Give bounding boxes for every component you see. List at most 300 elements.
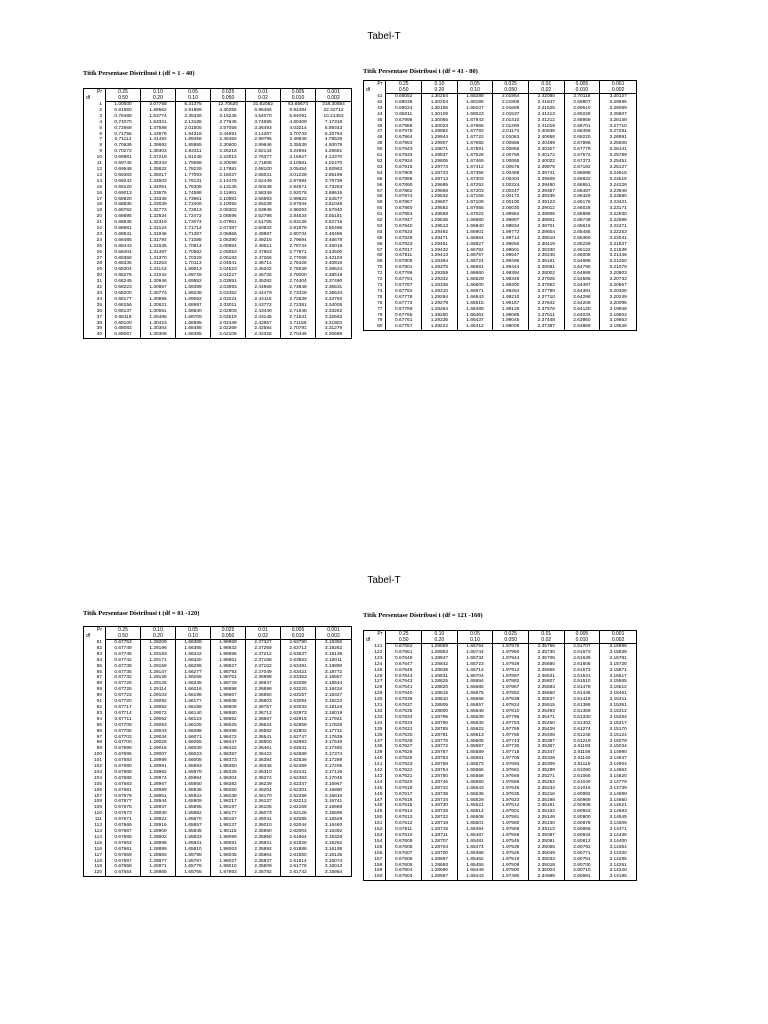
value-cell: 2.72839 [281,297,316,303]
value-cell: 1.66088 [176,729,211,735]
value-cell: 0.67953 [386,141,422,147]
value-cell: 1.88562 [141,108,176,114]
value-cell: 3.32563 [316,315,352,321]
alpha-header-cell: 0.50 [386,637,422,644]
df-cell: 74 [364,289,386,295]
value-cell: 0.69981 [106,155,141,161]
value-cell: 3.85198 [316,173,352,179]
value-cell: 0.67619 [386,786,422,792]
value-cell: 1.99444 [493,265,529,271]
value-cell: 1.29264 [422,307,458,313]
value-cell: 1.65657 [457,703,493,709]
value-cell: 0.67708 [106,723,141,729]
value-cell: 3.25451 [600,159,637,165]
df-cell: 1 [84,102,106,108]
value-cell: 1.28738 [422,792,458,798]
value-cell: 1.28871 [141,864,176,870]
value-cell: 1.71387 [176,232,211,238]
value-cell: 3.17045 [316,776,352,782]
value-cell: 3.74695 [246,120,281,126]
value-cell: 3.49948 [281,137,316,143]
value-cell: 1.66901 [457,230,493,236]
df-cell: 147 [364,798,386,804]
pr-header-cell: 0.001 [316,89,352,96]
value-cell: 0.67677 [106,799,141,805]
value-cell: 3.16262 [316,841,352,847]
value-cell: 1.97976 [493,644,529,650]
value-cell: 1.67065 [457,206,493,212]
alpha-header-cell: 0.050 [211,633,246,640]
value-cell: 1.67943 [457,118,493,124]
value-cell: 2.61359 [564,709,600,715]
value-cell: 2.36624 [246,723,281,729]
df-cell: 108 [84,799,106,805]
value-cell: 0.67611 [386,827,422,833]
value-cell: 2.37156 [246,658,281,664]
value-cell: 2.36073 [246,811,281,817]
value-cell: 2.38081 [528,265,564,271]
value-cell: 0.70272 [106,149,141,155]
value-cell: 1.72472 [176,214,211,220]
value-cell: 2.64120 [564,307,600,313]
value-cell: 1.98045 [211,853,246,859]
df-cell: 135 [364,727,386,733]
value-cell: 3.34005 [316,303,352,309]
value-cell: 3.14947 [600,756,637,762]
value-cell: 0.67669 [106,823,141,829]
value-cell: 1.29685 [422,183,458,189]
value-cell: 1.97783 [493,721,529,727]
value-cell: 2.62915 [281,717,316,723]
value-cell: 3.40816 [316,261,352,267]
value-cell: 2.83136 [281,220,316,226]
value-cell: 0.68177 [106,297,141,303]
value-cell: 3.78739 [316,179,352,185]
df-cell: 157 [364,857,386,863]
value-cell: 2.36204 [246,788,281,794]
value-cell: 3.17825 [316,723,352,729]
df-cell: 133 [364,715,386,721]
value-cell: 0.67705 [106,729,141,735]
value-cell: 2.61510 [564,679,600,685]
value-cell: 0.67801 [386,265,422,271]
value-cell: 2.38245 [528,253,564,259]
value-cell: 1.29773 [422,165,458,171]
value-cell: 3.18327 [316,693,352,699]
value-cell: 0.67614 [386,809,422,815]
value-cell: 2.61140 [564,756,600,762]
df-cell: 80 [364,324,386,330]
value-cell: 1.68595 [176,321,211,327]
value-cell: 0.67612 [386,821,422,827]
value-cell: 2.36422 [246,752,281,758]
value-cell: 3.16013 [316,864,352,870]
value-cell: 3.31279 [316,326,352,332]
value-cell: 1.65744 [457,650,493,656]
df-cell: 7 [84,137,106,143]
value-cell: 3.39624 [316,267,352,273]
pr-header-cell: 0.01 [528,81,564,88]
value-cell: 0.67693 [106,758,141,764]
value-cell: 2.36105 [246,805,281,811]
value-cell: 2.36239 [246,782,281,788]
pr-label: Pr [364,631,386,638]
value-cell: 1.65630 [457,721,493,727]
df-cell: 120 [84,870,106,876]
value-cell: 1.69389 [176,285,211,291]
value-cell: 3.46678 [316,238,352,244]
value-cell: 2.07387 [211,226,246,232]
value-cell: 0.68011 [386,112,422,118]
value-cell: 3.20733 [600,277,637,283]
value-cell: 63.65674 [281,102,316,108]
value-cell: 2.02108 [211,332,246,338]
value-cell: 0.68920 [106,197,141,203]
table-title: Titik Persentase Distribusi t (df = 121 -160) [363,612,483,619]
value-cell: 2.56693 [246,197,281,203]
value-cell: 2.39879 [528,165,564,171]
df-cell: 113 [84,829,106,835]
df-cell: 159 [364,868,386,874]
df-cell: 66 [364,242,386,248]
value-cell: 3.14364 [600,845,637,851]
value-cell: 3.35539 [281,143,316,149]
value-cell: 2.37102 [246,664,281,670]
value-cell: 1.30621 [141,303,176,309]
value-cell: 0.67811 [386,253,422,259]
value-cell: 2.37926 [528,277,564,283]
value-cell: 2.01669 [493,106,529,112]
value-cell: 9.92484 [281,108,316,114]
df-cell: 139 [364,750,386,756]
value-cell: 2.78744 [281,244,316,250]
df-cell: 119 [84,864,106,870]
value-cell: 1.28750 [422,774,458,780]
value-cell: 1.97897 [493,674,529,680]
pr-header-cell: 0.005 [281,627,316,634]
value-cell: 4.78529 [316,137,352,143]
df-cell: 97 [84,735,106,741]
value-cell: 0.67823 [386,242,422,248]
value-cell: 1.65909 [176,799,211,805]
value-cell: 2.35049 [528,851,564,857]
value-cell: 1.29582 [422,206,458,212]
value-cell: 1.28836 [422,668,458,674]
value-cell: 3.14583 [600,809,637,815]
value-cell: 3.22253 [600,230,637,236]
value-cell: 1.65666 [457,697,493,703]
value-cell: 1.28883 [141,853,176,859]
value-cell: 1.99897 [493,218,529,224]
value-cell: 3.17460 [316,746,352,752]
value-cell: 0.67679 [106,794,141,800]
value-cell: 1.53321 [141,120,176,126]
df-cell: 128 [364,685,386,691]
alpha-header-cell: 0.20 [141,633,176,640]
value-cell: 2.03452 [211,291,246,297]
value-cell: 2.68959 [564,118,600,124]
value-cell: 0.67765 [386,313,422,319]
value-cell: 2.35163 [528,809,564,815]
value-cell: 1.29007 [141,752,176,758]
value-cell: 2.60992 [564,792,600,798]
value-cell: 2.70446 [281,332,316,338]
value-cell: 1.98609 [211,705,246,711]
value-cell: 2.64686 [564,271,600,277]
value-cell: 1.99125 [493,307,529,313]
df-cell: 99 [84,746,106,752]
value-cell: 1.97743 [493,739,529,745]
value-cell: 2.62802 [281,729,316,735]
value-cell: 1.68288 [457,94,493,100]
value-cell: 3.19804 [600,313,637,319]
value-cell: 0.67791 [386,277,422,283]
value-cell: 2.39480 [528,183,564,189]
value-cell: 2.70791 [281,326,316,332]
value-cell: 1.66437 [457,318,493,324]
value-cell: 1.65566 [457,768,493,774]
value-cell: 2.13145 [211,185,246,191]
value-cell: 3.70743 [281,132,316,138]
df-cell: 71 [364,271,386,277]
value-cell: 1.98932 [211,646,246,652]
value-cell: 2.35864 [246,853,281,859]
value-cell: 2.62301 [281,788,316,794]
value-cell: 1.28937 [141,805,176,811]
value-cell: 0.67673 [106,811,141,817]
df-cell: 69 [364,259,386,265]
df-cell: 106 [84,788,106,794]
value-cell: 1.68195 [457,100,493,106]
value-cell: 2.36947 [246,681,281,687]
value-cell: 1.30423 [141,321,176,327]
df-cell: 126 [364,674,386,680]
value-cell: 1.29432 [422,248,458,254]
df-cell: 35 [84,303,106,309]
alpha-header-cell: 0.02 [528,87,564,94]
value-cell: 2.68220 [564,135,600,141]
value-cell: 2.61707 [564,644,600,650]
value-cell: 1.98580 [211,711,246,717]
value-cell: 3.21639 [600,248,637,254]
value-cell: 0.67675 [106,805,141,811]
value-cell: 1.29183 [141,652,176,658]
alpha-header-cell: 0.20 [141,95,176,102]
value-cell: 1.66827 [457,242,493,248]
df-cell: 4 [84,120,106,126]
value-cell: 2.38330 [528,248,564,254]
value-cell: 2.53948 [246,208,281,214]
value-cell: 1.70562 [176,250,211,256]
value-cell: 1.70329 [176,256,211,262]
value-cell: 1.28982 [141,770,176,776]
df-cell: 52 [364,159,386,165]
df-cell: 103 [84,770,106,776]
value-cell: 1.66864 [457,236,493,242]
value-cell: 1.65508 [457,815,493,821]
value-cell: 2.35631 [528,674,564,680]
value-cell: 2.43449 [246,309,281,315]
value-cell: 0.67621 [386,774,422,780]
value-cell: 2.35408 [528,733,564,739]
value-cell: 1.29025 [141,740,176,746]
df-cell: 134 [364,721,386,727]
value-cell: 3.57940 [316,208,352,214]
value-cell: 2.00324 [493,183,529,189]
value-cell: 2.60969 [564,798,600,804]
value-cell: 1.67022 [457,212,493,218]
df-cell: 14 [84,179,106,185]
value-cell: 2.63869 [564,324,600,330]
df-cell: 9 [84,149,106,155]
value-cell: 2.02269 [211,326,246,332]
value-cell: 2.61016 [564,786,600,792]
value-cell: 2.02439 [211,321,246,327]
value-cell: 1.97509 [493,863,529,869]
value-cell: 2.37852 [528,283,564,289]
alpha-header-cell: 0.02 [528,637,564,644]
value-cell: 2.36041 [246,817,281,823]
value-cell: 1.66515 [457,301,493,307]
value-cell: 1.28859 [422,644,458,650]
value-cell: 3.19663 [600,318,637,324]
value-cell: 1.66039 [176,746,211,752]
value-cell: 2.35252 [528,780,564,786]
value-cell: 1.65845 [176,829,211,835]
value-cell: 2.47863 [246,250,281,256]
value-cell: 2.62085 [281,817,316,823]
value-cell: 1.28825 [422,679,458,685]
pr-header-cell: 0.001 [316,627,352,634]
value-cell: 4.54070 [246,114,281,120]
value-cell: 0.67605 [386,863,422,869]
value-cell: 1.32534 [141,214,176,220]
df-cell: 63 [364,224,386,230]
df-cell: 156 [364,851,386,857]
value-cell: 1.98157 [211,817,246,823]
value-cell: 1.28754 [422,768,458,774]
df-cell: 39 [84,326,106,332]
value-cell: 1.70113 [176,261,211,267]
df-cell: 8 [84,143,106,149]
df-cell: 151 [364,821,386,827]
value-cell: 1.65694 [457,679,493,685]
value-cell: 0.67647 [386,662,422,668]
value-cell: 1.28999 [141,758,176,764]
value-cell: 0.67635 [386,709,422,715]
df-cell: 111 [84,817,106,823]
value-cell: 2.62973 [281,711,316,717]
value-cell: 2.42857 [246,321,281,327]
value-cell: 2.61193 [564,744,600,750]
value-cell: 1.99210 [493,295,529,301]
value-cell: 2.67182 [564,165,600,171]
value-cell: 0.67663 [106,841,141,847]
value-cell: 1.97635 [493,792,529,798]
value-cell: 1.67356 [457,171,493,177]
value-cell: 3.27291 [600,129,637,135]
value-cell: 1.28922 [141,817,176,823]
value-cell: 1.65993 [176,764,211,770]
value-cell: 2.46202 [246,267,281,273]
pr-header-cell: 0.005 [564,81,600,88]
value-cell: 0.67615 [386,803,422,809]
value-cell: 2.08596 [211,214,246,220]
alpha-header-cell: 0.010 [281,633,316,640]
df-cell: 146 [364,792,386,798]
value-cell: 2.35560 [528,691,564,697]
value-cell: 2.35471 [528,715,564,721]
value-cell: 1.66298 [176,664,211,670]
df-cell: 110 [84,811,106,817]
value-cell: 2.62347 [281,782,316,788]
value-cell: 5.84091 [281,114,316,120]
value-cell: 1.67203 [457,189,493,195]
value-cell: 1.65964 [176,776,211,782]
value-cell: 0.67633 [386,721,422,727]
value-cell: 1.98260 [211,788,246,794]
value-cell: 1.66071 [176,735,211,741]
value-cell: 2.34988 [528,874,564,880]
value-cell: 0.68404 [106,250,141,256]
value-cell: 1.74588 [176,191,211,197]
value-cell: 2.68100 [246,167,281,173]
value-cell: 0.69548 [106,167,141,173]
value-cell: 4.02470 [316,161,352,167]
value-cell: 3.15671 [600,668,637,674]
value-cell: 0.67606 [386,857,422,863]
value-cell: 2.00758 [493,153,529,159]
value-cell: 2.65031 [246,173,281,179]
value-cell: 2.09302 [211,208,246,214]
value-cell: 2.01063 [493,135,529,141]
value-cell: 2.77645 [211,120,246,126]
value-cell: 1.65558 [457,774,493,780]
value-cell: 3.20567 [600,283,637,289]
value-cell: 3.23421 [600,200,637,206]
value-cell: 1.81246 [176,155,211,161]
value-cell: 0.67667 [106,829,141,835]
value-cell: 1.31784 [141,238,176,244]
value-cell: 3.18222 [316,699,352,705]
value-cell: 4.03214 [281,126,316,132]
value-cell: 2.04841 [211,261,246,267]
value-cell: 1.28967 [141,782,176,788]
value-cell: 1.30308 [141,332,176,338]
value-cell: 0.67778 [386,295,422,301]
value-cell: 0.67644 [386,674,422,680]
df-cell: 16 [84,191,106,197]
value-cell: 2.36346 [246,764,281,770]
value-cell: 2.49216 [246,238,281,244]
value-cell: 0.67623 [386,762,422,768]
value-cell: 1.31143 [141,267,176,273]
value-cell: 2.17881 [211,167,246,173]
value-cell: 1.66256 [176,675,211,681]
value-cell: 1.65978 [176,770,211,776]
value-cell: 2.03951 [211,279,246,285]
value-cell: 2.61673 [564,650,600,656]
value-cell: 1.29279 [422,301,458,307]
value-cell: 1.98063 [211,847,246,853]
df-cell: 47 [364,129,386,135]
value-cell: 2.13185 [176,120,211,126]
value-cell: 1.97539 [493,845,529,851]
value-cell: 1.28853 [422,650,458,656]
value-cell: 1.32319 [141,220,176,226]
value-cell: 1.66055 [176,740,211,746]
value-cell: 2.60900 [564,815,600,821]
